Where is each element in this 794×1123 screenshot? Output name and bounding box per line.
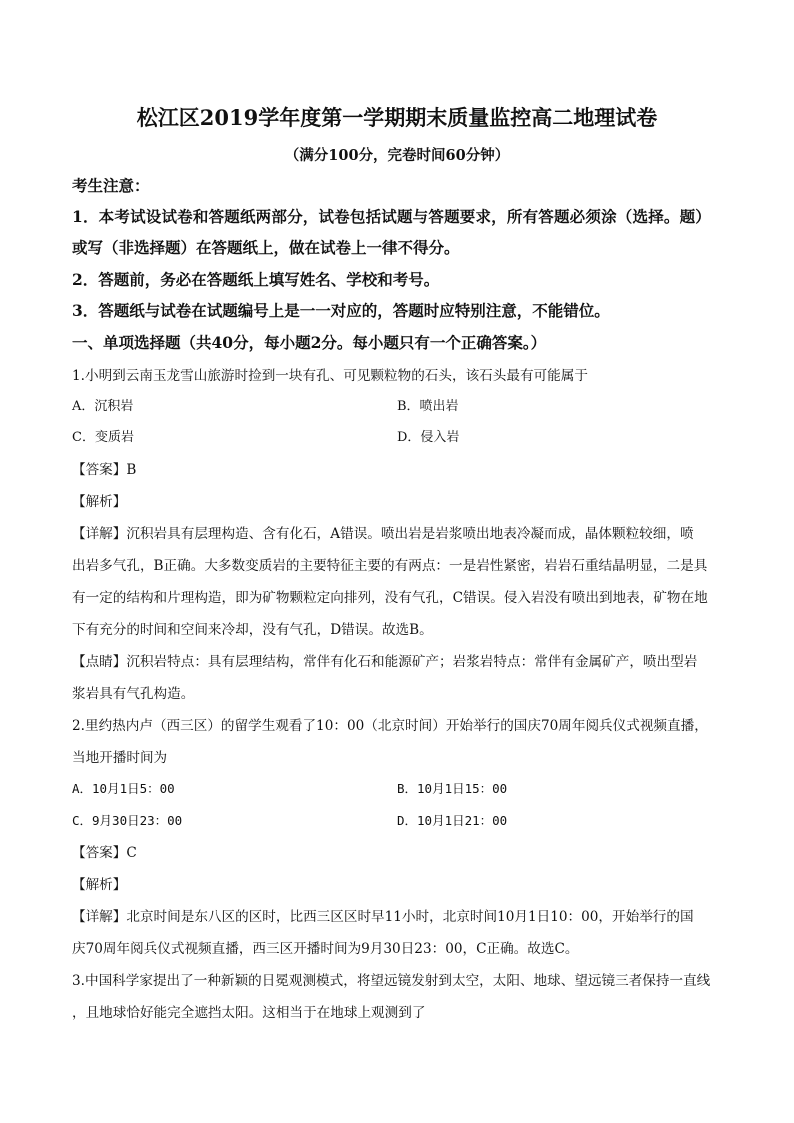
- question-3-stem-line-2: ，且地球恰好能完全遮挡太阳。这相当于在地球上观测到了: [72, 1005, 426, 1021]
- question-2-answer: 【答案】C: [72, 845, 137, 861]
- question-1-detail-line-4: 下有充分的时间和空间来冷却，没有气孔，D错误。故选B。: [72, 622, 433, 638]
- question-2-option-c: C．9月30日23：00: [72, 813, 183, 828]
- question-2-option-b: B．10月1日15：00: [397, 781, 508, 796]
- exam-title: 松江区2019学年度第一学期期末质量监控高二地理试卷: [136, 105, 658, 130]
- question-1-detail-line-2: 出岩多气孔，B正确。大多数变质岩的主要特征主要的有两点：一是岩性紧密，岩岩石重结晶明显，二是具: [72, 558, 708, 574]
- notice-item-3: 3．答题纸与试卷在试题编号上是一一对应的，答题时应特别注意，不能错位。: [72, 301, 610, 320]
- question-2-analysis-label: 【解析】: [72, 877, 127, 893]
- question-2-stem-line-2: 当地开播时间为: [72, 750, 168, 766]
- exam-subtitle: （满分100分，完卷时间60分钟）: [284, 147, 510, 164]
- question-1-option-b: B．喷出岩: [397, 399, 459, 414]
- question-1-option-c: C．变质岩: [72, 430, 134, 445]
- notice-item-1-line-1: 1．本考试设试卷和答题纸两部分，试卷包括试题与答题要求，所有答题必须涂（选择。题）: [72, 207, 711, 226]
- notice-item-1-line-2: 或写（非选择题）在答题纸上，做在试卷上一律不得分。: [72, 238, 460, 257]
- question-1-option-a: A．沉积岩: [72, 399, 134, 414]
- question-2-option-a: A．10月1日5：00: [72, 781, 175, 796]
- question-3-stem-line-1: 3.中国科学家提出了一种新颖的日冕观测模式，将望远镜发射到太空，太阳、地球、望远镜三者保持一直线: [72, 973, 711, 989]
- question-1-answer: 【答案】B: [72, 462, 137, 478]
- question-1-point-line-2: 浆岩具有气孔构造。: [72, 686, 195, 702]
- question-2-detail-line-2: 庆70周年阅兵仪式视频直播，西三区开播时间为9月30日23：00，C正确。故选C。: [72, 941, 579, 957]
- question-2-detail-line-1: 【详解】北京时间是东八区的区时，比西三区区时早11小时，北京时间10月1日10：00，开始举行的国: [72, 909, 694, 925]
- question-1-stem: 1.小明到云南玉龙雪山旅游时捡到一块有孔、可见颗粒物的石头，该石头最有可能属于: [72, 368, 588, 384]
- question-1-analysis-label: 【解析】: [72, 494, 127, 510]
- section-1-heading: 一、单项选择题（共40分，每小题2分。每小题只有一个正确答案。）: [72, 333, 547, 352]
- question-1-detail-line-1: 【详解】沉积岩具有层理构造、含有化石，A错误。喷出岩是岩浆喷出地表冷凝而成，晶体颗粒较细，喷: [72, 526, 694, 542]
- question-2-stem-line-1: 2.里约热内卢（西三区）的留学生观看了10：00（北京时间）开始举行的国庆70周年阅兵仪式视频直播，: [72, 718, 708, 734]
- question-1-option-d: D．侵入岩: [397, 430, 460, 445]
- question-2-option-d: D．10月1日21：00: [397, 813, 508, 828]
- notice-item-2: 2．答题前，务必在答题纸上填写姓名、学校和考号。: [72, 270, 440, 289]
- notice-heading: 考生注意：: [72, 176, 150, 195]
- question-1-detail-line-3: 有一定的结构和片理构造，即为矿物颗粒定向排列，没有气孔，C错误。侵入岩没有喷出到地表，矿物在地: [72, 590, 708, 606]
- question-1-point-line-1: 【点睛】沉积岩特点：具有层理结构，常伴有化石和能源矿产；岩浆岩特点：常伴有金属矿产，喷出型岩: [72, 654, 698, 670]
